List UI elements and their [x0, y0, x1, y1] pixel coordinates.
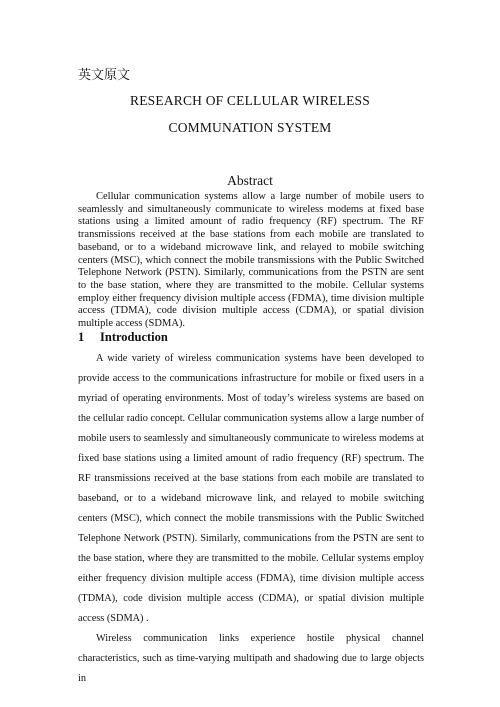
introduction-body	[78, 349, 424, 689]
paragraph: Wireless communication links experience hostile physical channel characteristics, such as time-varying multipath and shadowing due to large objects in	[78, 633, 424, 684]
abstract-text: Cellular communication systems allow a large number of mobile users to seamlessly and simultaneously communicate to wireless modems at fixed base stations using a limited amount of radio frequency (RF) spectrum. The RF transmissions received at the base stations from each mobile are translated to baseband, or to a wideband microwave link, and relayed to mobile switching centers (MSC), which connect the mobile transmissions with the Public Switched Telephone Network (PSTN). Similarly, communications from the PSTN are sent to the base station, where they are transmitted to the mobile. Cellular systems employ either frequency division multiple access (FDMA), time division multiple access (TDMA), code division multiple access (CDMA), or spatial division multiple access (SDMA).	[78, 191, 424, 330]
section-title: Introduction	[100, 330, 168, 344]
abstract-heading: Abstract	[227, 173, 273, 188]
paper-title-line-1: RESEARCH OF CELLULAR WIRELESS	[130, 93, 370, 108]
paper-title-line-2: COMMUNATION SYSTEM	[168, 120, 332, 135]
section-number: 1	[78, 330, 85, 344]
original-text-label: 英文原文	[78, 68, 131, 83]
paragraph: A wide variety of wireless communication systems have been developed to provide access to the communications infrastructure for mobile or fixed users in a myriad of operating environments. Most of today’s wireless systems are based on the cellular radio concept. Cellular communication systems allow a large number of mobile users to seamlessly and simultaneously communicate to wireless modems at fixed base stations using a limited amount of radio frequency (RF) spectrum. The RF transmissions received at the base stations from each mobile are translated to baseband, or to a wideband microwave link, and relayed to mobile switching centers (MSC), which connect the mobile transmissions with the Public Switched Telephone Network (PSTN). Similarly, communications from the PSTN are sent to the base station, where they are transmitted to the mobile. Cellular systems employ either frequency division multiple access (FDMA), time division multiple access (TDMA), code division multiple access (CDMA), or spatial division multiple access (SDMA) .	[78, 353, 424, 624]
section-heading-introduction	[78, 330, 168, 345]
